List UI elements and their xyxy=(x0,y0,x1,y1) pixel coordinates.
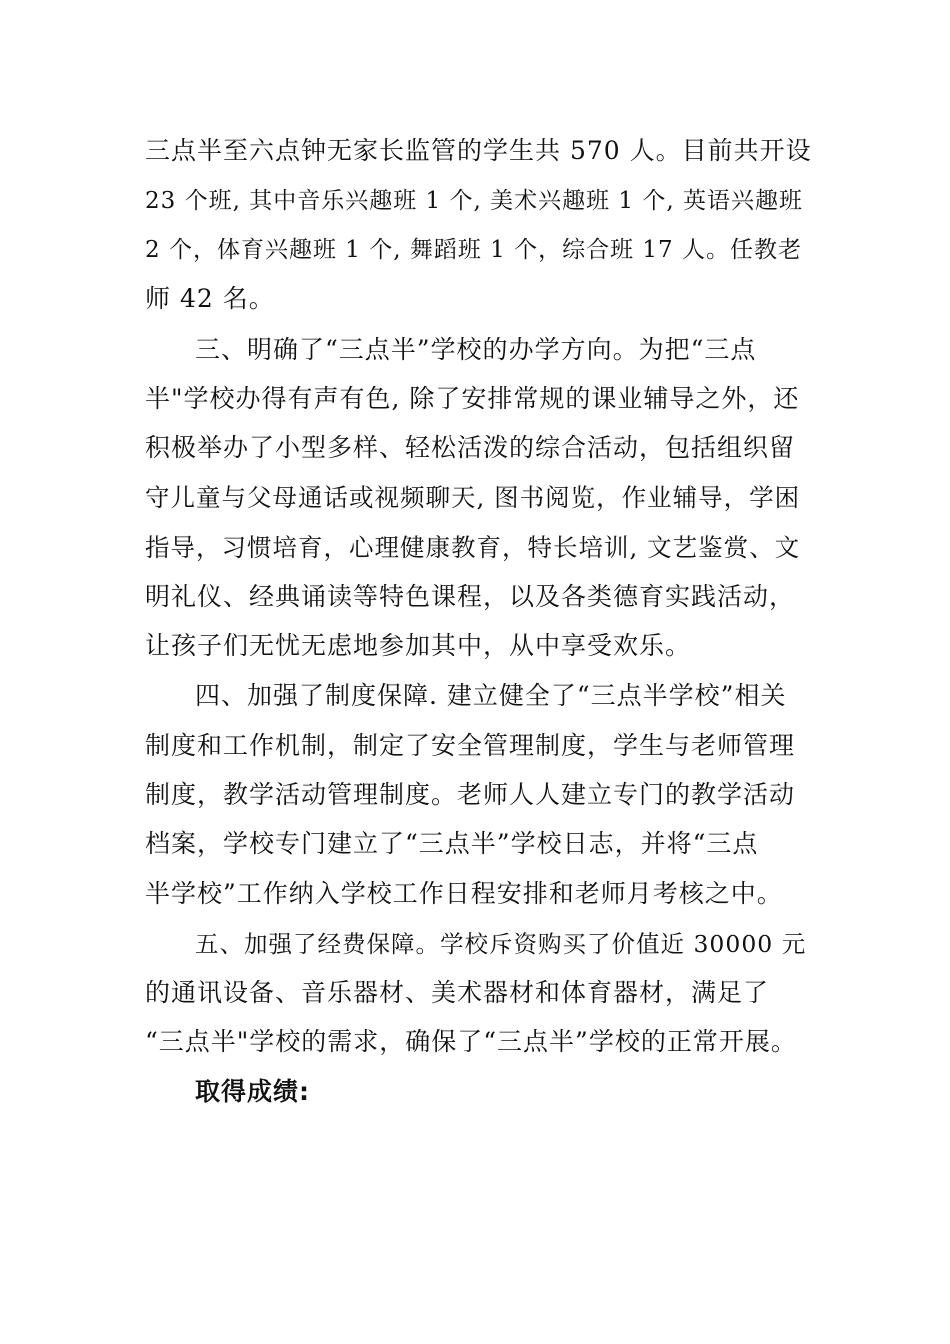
section-heading: 取得成绩: xyxy=(195,1077,310,1106)
text-line: 积极举办了小型多样、轻松活泼的综合活动，包括组织留 xyxy=(145,433,796,462)
text-line: 半"学校办得有声有色, 除了安排常规的课业辅导之外，还 xyxy=(145,384,800,413)
text-line: 2 个，体育兴趣班 1 个, 舞蹈班 1 个，综合班 17 人。任教老 xyxy=(145,237,802,263)
text-line: 明礼仪、经典诵读等特色课程，以及各类德育实践活动， xyxy=(145,582,796,611)
text-line: 守儿童与父母通话或视频聊天, 图书阅览，作业辅导，学困 xyxy=(145,483,801,512)
text-line: 让孩子们无忧无虑地参加其中，从中享受欢乐。 xyxy=(145,631,692,660)
text-line: “三点半"学校的需求，确保了“三点半”学校的正常开展。 xyxy=(145,1027,797,1056)
text-line: 四、加强了制度保障. 建立健全了“三点半学校”相关 xyxy=(195,681,787,710)
text-line: 指导，习惯培育，心理健康教育，特长培训, 文艺鉴赏、文 xyxy=(145,533,801,562)
text-line: 档案，学校专门建立了“三点半”学校日志，并将“三点 xyxy=(145,829,759,858)
text-line: 三点半至六点钟无家长监管的学生共 570 人。目前共开设 xyxy=(145,136,812,165)
text-line: 制度和工作机制，制定了安全管理制度，学生与老师管理 xyxy=(145,731,796,760)
text-line: 的通讯设备、音乐器材、美术器材和体育器材，满足了 xyxy=(145,978,770,1007)
text-line: 半学校”工作纳入学校工作日程安排和老师月考核之中。 xyxy=(145,879,783,908)
text-line: 师 42 名。 xyxy=(145,284,275,313)
text-line: 三、明确了“三点半”学校的办学方向。为把“三点 xyxy=(195,335,757,364)
text-line: 23 个班, 其中音乐兴趣班 1 个, 美术兴趣班 1 个, 英语兴趣班 xyxy=(145,188,803,214)
text-line: 五、加强了经费保障。学校斥资购买了价值近 30000 元 xyxy=(195,930,807,958)
text-line: 制度，教学活动管理制度。老师人人建立专门的教学活动 xyxy=(145,780,796,809)
